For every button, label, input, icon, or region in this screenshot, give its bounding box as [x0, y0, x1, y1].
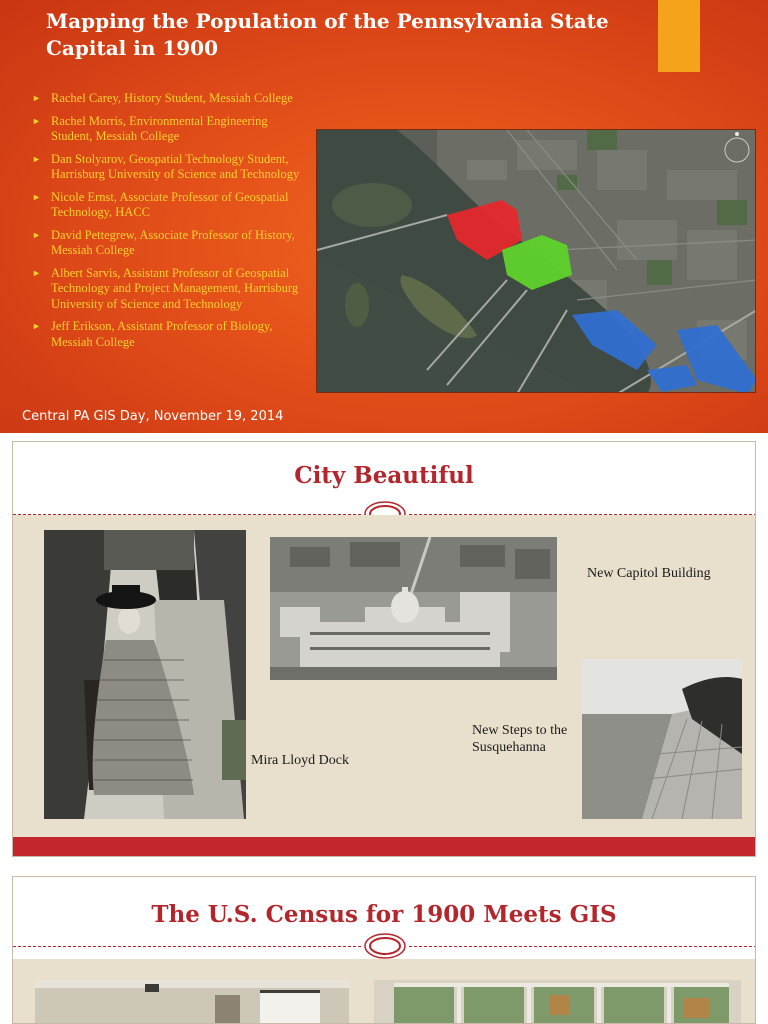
bullet-icon: ►: [32, 321, 41, 331]
divider-line: [13, 946, 361, 947]
caption-dock: Mira Lloyd Dock: [251, 753, 349, 768]
capitol-aerial-photo: [270, 537, 557, 680]
river-steps-photo: [582, 659, 742, 819]
bullet-icon: ►: [32, 153, 41, 164]
author-item: ► Dan Stolyarov, Geospatial Technology Student, Harrisburg University of Science and Technology: [32, 151, 300, 181]
city-beautiful-slide: [12, 441, 756, 857]
title-line-1: Mapping the Population of the Pennsylvania State: [46, 9, 609, 33]
caption-capitol: New Capitol Building: [587, 566, 711, 581]
classroom-photo: [35, 980, 349, 1024]
author-item: ► Albert Sarvis, Assistant Professor of Geospatial Technology and Project Management, Harrisburg University of Science and Technology: [32, 265, 299, 311]
aerial-map-image: [316, 129, 756, 393]
capitol-graphic: [270, 537, 557, 680]
bullet-icon: ►: [32, 191, 41, 202]
slide-title: [46, 8, 646, 62]
accent-bar: [658, 0, 700, 72]
slide-header: [13, 877, 755, 959]
author-item: ► Rachel Morris, Environmental Engineering Student, Messiah College: [32, 113, 268, 143]
author-item: ► Nicole Ernst, Associate Professor of Geospatial Technology, HACC: [32, 189, 289, 219]
slide-heading: The U.S. Census for 1900 Meets GIS: [151, 901, 617, 928]
slide-body: [13, 515, 755, 837]
oval-ornament-icon: [363, 932, 407, 960]
slide-body: [13, 959, 755, 1024]
slide-heading: City Beautiful: [294, 462, 474, 489]
aerial-map-graphic: [317, 130, 756, 393]
classroom-graphic: [35, 980, 349, 1024]
divider-line: [409, 946, 756, 947]
mira-lloyd-dock-photo: [44, 530, 246, 819]
census-gis-slide: [12, 876, 756, 1024]
title-line-2: Capital in 1900: [46, 36, 218, 60]
author-item: ► Jeff Erikson, Assistant Professor of Biology, Messiah College: [32, 319, 273, 349]
lab-graphic: [374, 980, 741, 1024]
lab-window-photo: [374, 980, 741, 1024]
slide-header: [13, 442, 755, 515]
bullet-icon: ►: [32, 267, 41, 278]
steps-graphic: [582, 659, 742, 819]
bullet-icon: ►: [32, 115, 41, 126]
footer-event: Central PA GIS Day, November 19, 2014: [22, 409, 284, 424]
portrait-graphic: [44, 530, 246, 819]
author-item: ► David Pettegrew, Associate Professor of History, Messiah College: [32, 227, 295, 257]
bottom-band: [13, 837, 755, 857]
author-list: [32, 91, 300, 357]
author-item: ► Rachel Carey, History Student, Messiah College: [32, 91, 293, 105]
caption-steps: New Steps to the Susquehanna: [472, 723, 568, 755]
title-slide: [0, 0, 768, 433]
bullet-icon: ►: [32, 229, 41, 240]
bullet-icon: ►: [32, 93, 41, 103]
